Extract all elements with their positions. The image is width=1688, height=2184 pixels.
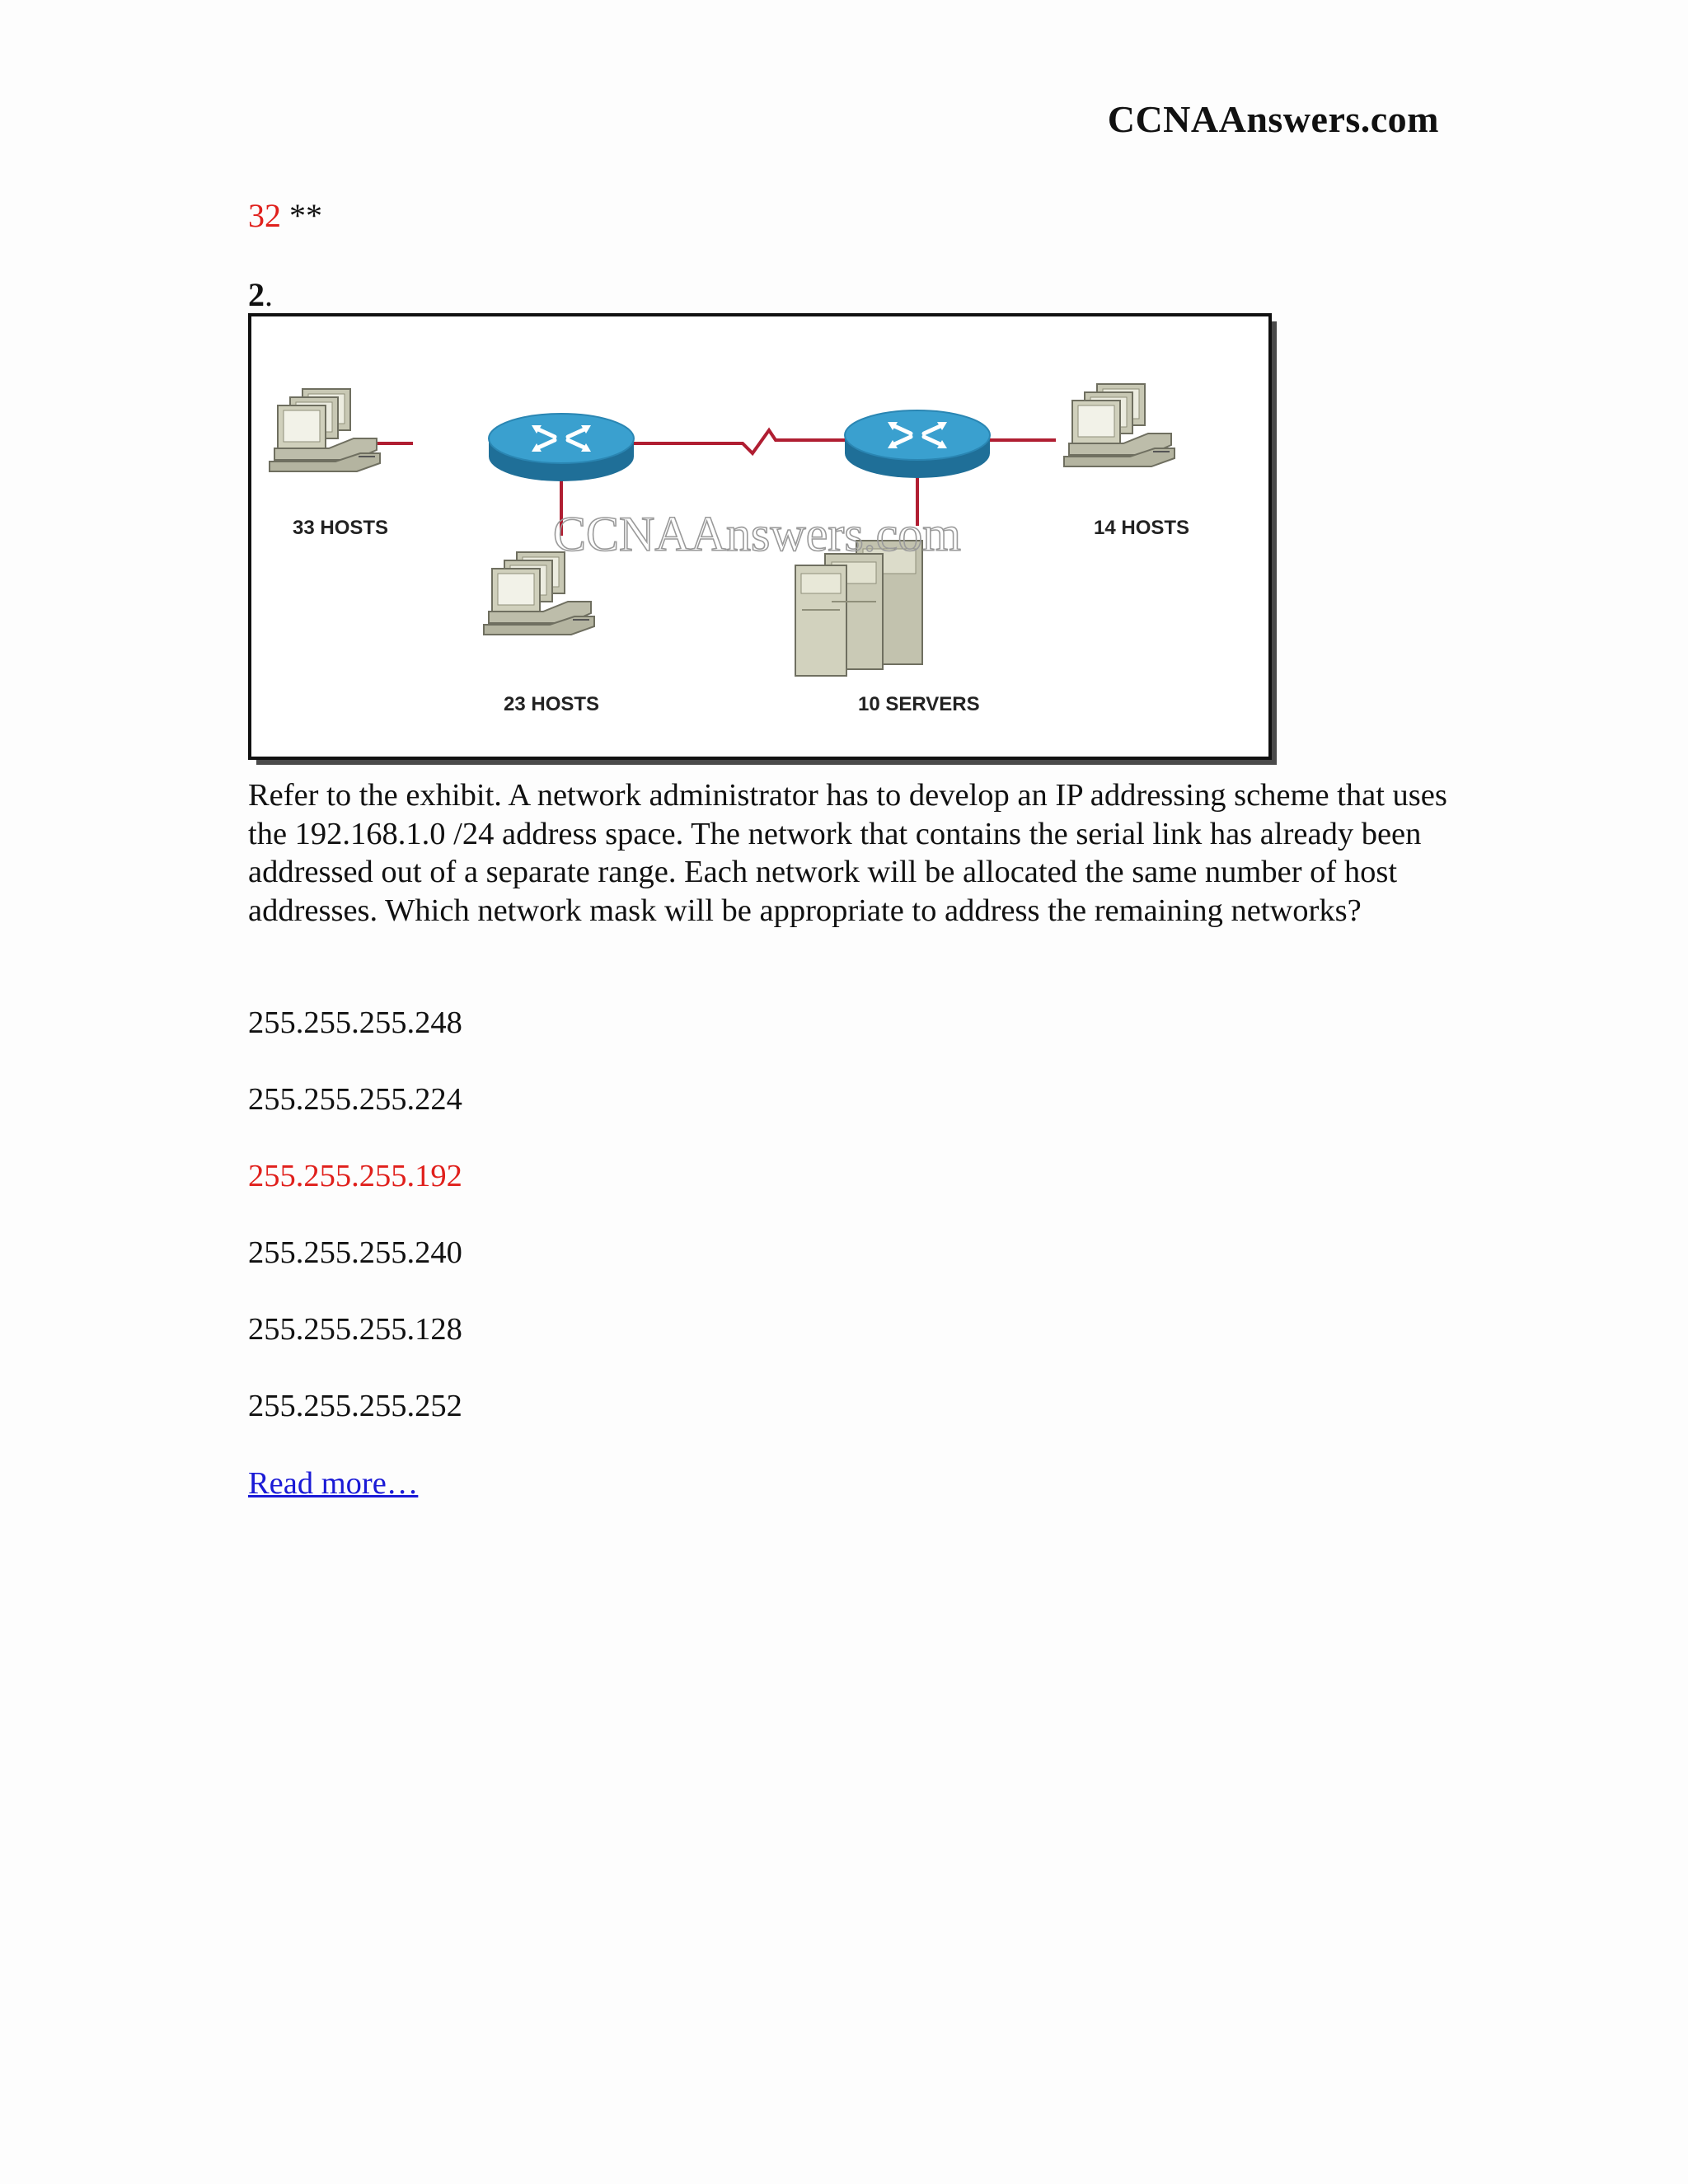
previous-answer-number: 32 [248, 197, 281, 234]
option-6: 255.255.255.252 [248, 1389, 462, 1423]
read-more-link[interactable]: Read more… [248, 1466, 419, 1501]
previous-answer-suffix: ** [281, 197, 322, 234]
option-2: 255.255.255.224 [248, 1082, 462, 1117]
network-diagram [248, 313, 1280, 767]
label-10-servers: 10 SERVERS [858, 693, 980, 715]
router-right-icon [845, 410, 990, 478]
option-4: 255.255.255.240 [248, 1235, 462, 1270]
question-number-value: 2 [248, 276, 265, 313]
previous-answer-marker [248, 196, 322, 235]
site-header: CCNAAnswers.com [1107, 98, 1439, 140]
option-3-correct: 255.255.255.192 [248, 1159, 462, 1193]
question-text: Refer to the exhibit. A network administrator has to develop an IP addressing scheme that uses the 192.168.1.0 /24 address space. The network that contains the serial link has already been addressed out of a separate range. Each network will be allocated the same number of host addresses. Which network mask will be appropriate to address the remaining networks? [248, 778, 1447, 928]
label-14-hosts: 14 HOSTS [1094, 517, 1190, 539]
option-1: 255.255.255.248 [248, 1005, 462, 1040]
question-number-suffix: . [265, 276, 273, 313]
network-exhibit [248, 313, 1280, 767]
watermark: CCNAAnswers.com [553, 507, 961, 561]
label-23-hosts: 23 HOSTS [504, 693, 600, 715]
option-5: 255.255.255.128 [248, 1312, 462, 1347]
label-33-hosts: 33 HOSTS [293, 517, 389, 539]
router-left-icon [489, 414, 634, 481]
answer-options [248, 1004, 462, 1464]
question-number [248, 275, 273, 314]
